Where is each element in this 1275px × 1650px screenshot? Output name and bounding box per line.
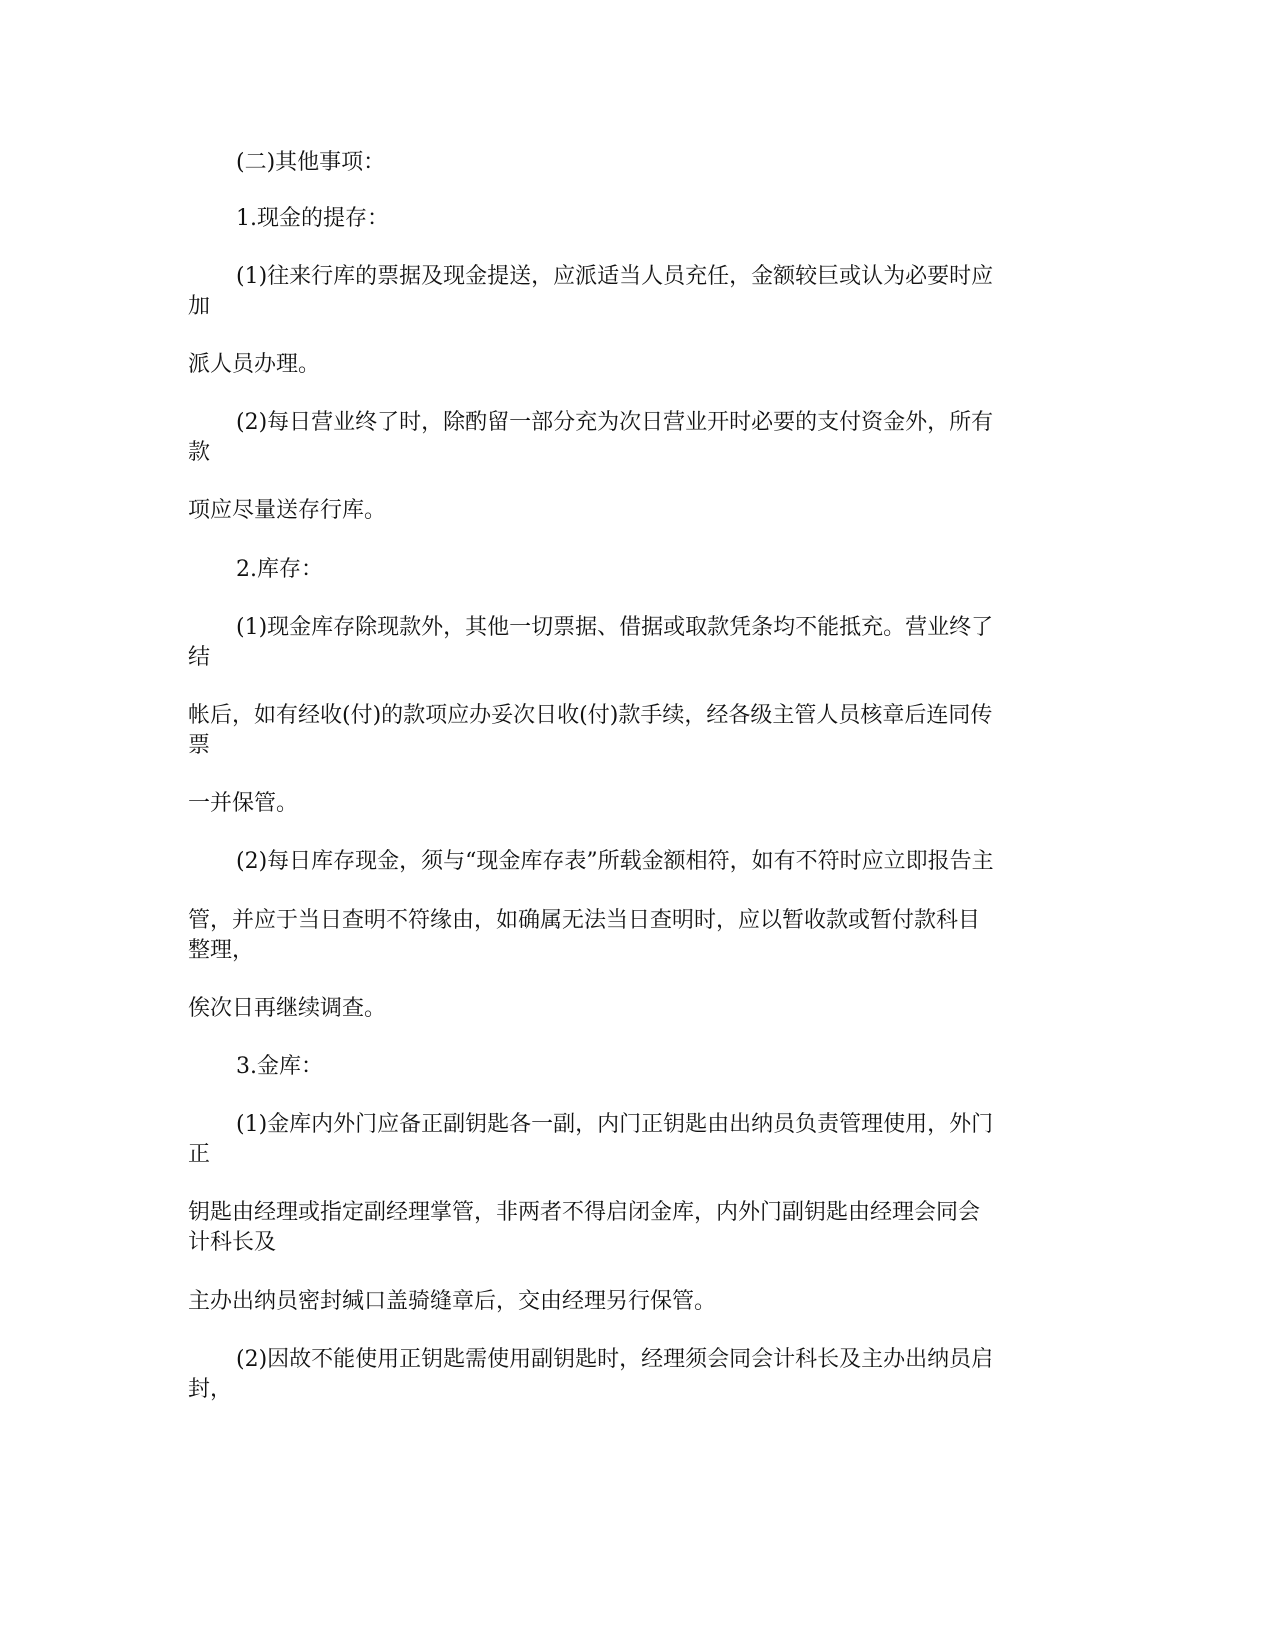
paragraph-line: (2)每日营业终了时，除酌留一部分充为次日营业开时必要的支付资金外，所有 <box>236 410 994 435</box>
paragraph-line: 派人员办理。 <box>188 352 321 377</box>
paragraph-line: 项应尽量送存行库。 <box>188 498 387 523</box>
paragraph-line: 款 <box>188 440 211 465</box>
paragraph-line: 俟次日再继续调查。 <box>188 996 387 1021</box>
paragraph-line: (1)金库内外门应备正副钥匙各一副，内门正钥匙由出纳员负责管理使用，外门 <box>236 1112 994 1137</box>
paragraph-line: 票 <box>188 733 211 758</box>
paragraph-line: 结 <box>188 645 211 670</box>
paragraph-line: 钥匙由经理或指定副经理掌管，非两者不得启闭金库，内外门副钥匙由经理会同会 <box>188 1200 981 1225</box>
paragraph-line: (2)因故不能使用正钥匙需使用副钥匙时，经理须会同会计科长及主办出纳员启 <box>236 1347 994 1372</box>
paragraph-line: 加 <box>188 294 211 319</box>
paragraph-line: 一并保管。 <box>188 791 299 816</box>
paragraph-line: 主办出纳员密封缄口盖骑缝章后，交由经理另行保管。 <box>188 1289 717 1314</box>
item-heading-vault: 3.金库： <box>236 1054 323 1079</box>
paragraph-line: 帐后，如有经收(付)的款项应办妥次日收(付)款手续，经各级主管人员核章后连同传 <box>188 703 993 728</box>
paragraph-line: (1)现金库存除现款外，其他一切票据、借据或取款凭条均不能抵充。营业终了 <box>236 615 994 640</box>
paragraph-line: (2)每日库存现金，须与“现金库存表”所载金额相符，如有不符时应立即报告主 <box>236 849 994 874</box>
paragraph-line: 计科长及 <box>188 1230 277 1255</box>
item-heading-cash-deposit: 1.现金的提存： <box>236 206 389 231</box>
paragraph-line: 整理， <box>188 938 255 963</box>
paragraph-line: (1)往来行库的票据及现金提送，应派适当人员充任，金额较巨或认为必要时应 <box>236 264 994 289</box>
paragraph-line: 管，并应于当日查明不符缘由，如确属无法当日查明时，应以暂收款或暂付款科目 <box>188 908 981 933</box>
item-heading-inventory: 2.库存： <box>236 557 323 582</box>
section-heading-other-matters: (二)其他事项： <box>236 150 386 175</box>
paragraph-line: 封， <box>188 1377 233 1402</box>
paragraph-line: 正 <box>188 1142 211 1167</box>
